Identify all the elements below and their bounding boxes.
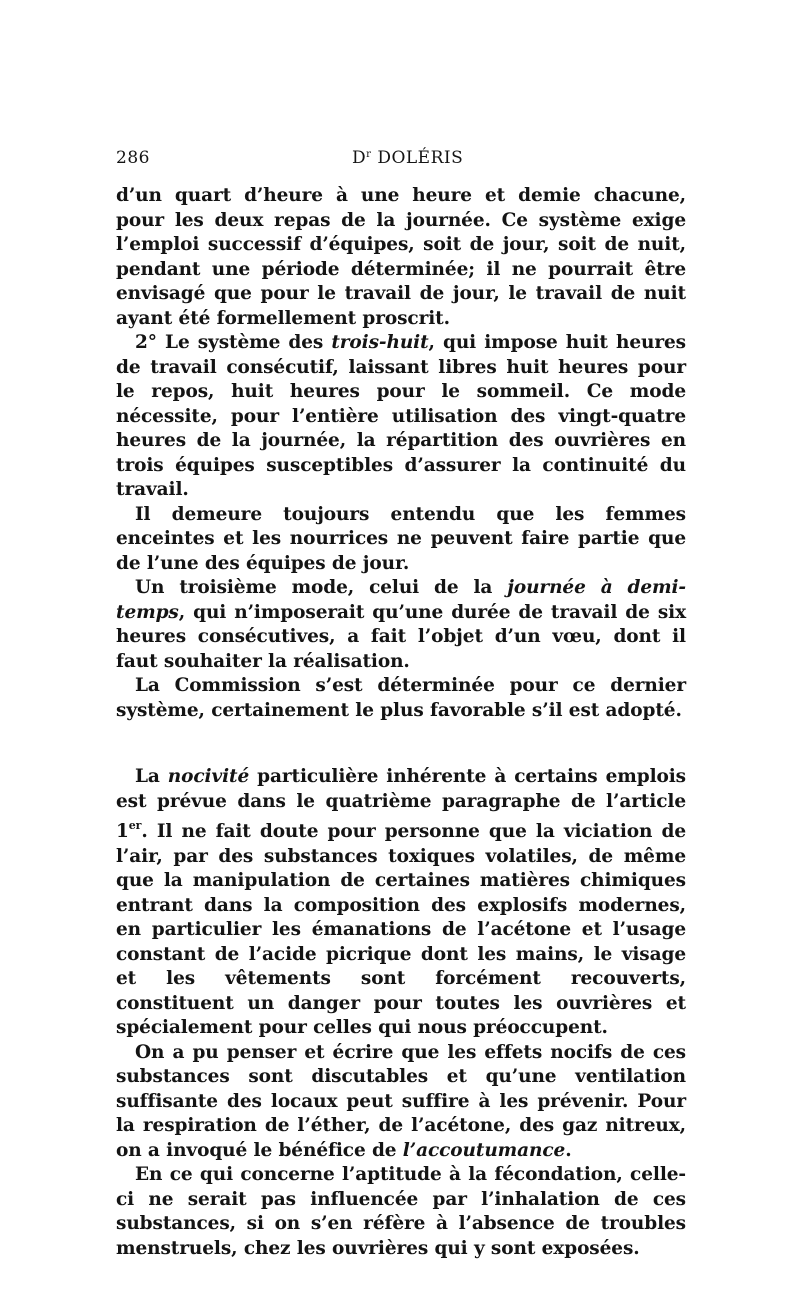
paragraph: En ce qui concerne l’aptitude à la fécondation, celle-ci ne serait pas influencée par l’inhalation de ces substances, si on s’en réfère à l’absence de troubles menstruels, chez les ouvrières qui y sont exposées. xyxy=(116,1164,686,1259)
italic-term: journée à demi-temps xyxy=(116,577,686,623)
italic-term: l’accoutumance xyxy=(402,1139,566,1161)
italic-term: trois-huit xyxy=(331,332,429,353)
page-header xyxy=(116,148,686,172)
italic-term: nocivité xyxy=(167,766,250,787)
ordinal-superscript: er xyxy=(128,819,142,832)
paragraph: d’un quart d’heure à une heure et demie chacune, pour les deux repas de la journée. Ce système exige l’emploi successif d’équipes, soit de jour, soit de nuit, pendant une période déterminée; il ne pourrait être envisagé que pour le travail de jour, le travail de nuit ayant été formellement proscrit. xyxy=(116,185,686,329)
running-head xyxy=(352,148,463,168)
page-number: 286 xyxy=(116,148,150,168)
running-head-prefix: D xyxy=(352,148,367,168)
paragraph: La Commission s’est déterminée pour ce dernier système, certainement le plus favorable s’il est adopté. xyxy=(116,675,686,721)
running-head-author: DOLÉRIS xyxy=(371,148,464,168)
paragraph: Il demeure toujours entendu que les femmes enceintes et les nourrices ne peuvent faire partie que de l’une des équipes de jour. xyxy=(116,503,686,574)
running-head-superscript: r xyxy=(366,149,372,160)
paragraph: Un troisième mode, celui de la journée à demi-temps, qui n’imposerait qu’une durée de travail de six heures consécutives, a fait l’objet d’un vœu, dont il faut souhaiter la réalisation. xyxy=(116,577,686,672)
paragraph: 2° Le système des trois-huit, qui impose huit heures de travail consécutif, laissant libres huit heures pour le repos, huit heures pour le sommeil. Ce mode nécessite, pour l’entière utilisation des vingt-quatre heures de la journée, la répartition des ouvrières en trois équipes susceptibles d’assurer la continuité du travail. xyxy=(116,332,686,500)
paragraph: La nocivité particulière inhérente à certains emplois est prévue dans le quatrième paragraphe de l’article 1er. Il ne fait doute pour personne que la viciation de l’air, par des substances toxiques volatiles, de même que la manipulation de certaines matières chimiques entrant dans la composition des explosifs modernes, en particulier les émanations de l’acétone et l’usage constant de l’acide picrique dont les mains, le visage et les vêtements sont forcément recouverts, constituent un danger pour toutes les ouvrières et spécialement pour celles qui nous préoccupent. xyxy=(116,766,687,1038)
paragraph: On a pu penser et écrire que les effets nocifs de ces substances sont discutables et qu’une ventilation suffisante des locaux peut suffire à les prévenir. Pour la respiration de l’éther, de l’acétone, des gaz nitreux, on a invoqué le bénéfice de l’accoutumance. xyxy=(116,1041,686,1161)
body-text xyxy=(116,184,686,1261)
